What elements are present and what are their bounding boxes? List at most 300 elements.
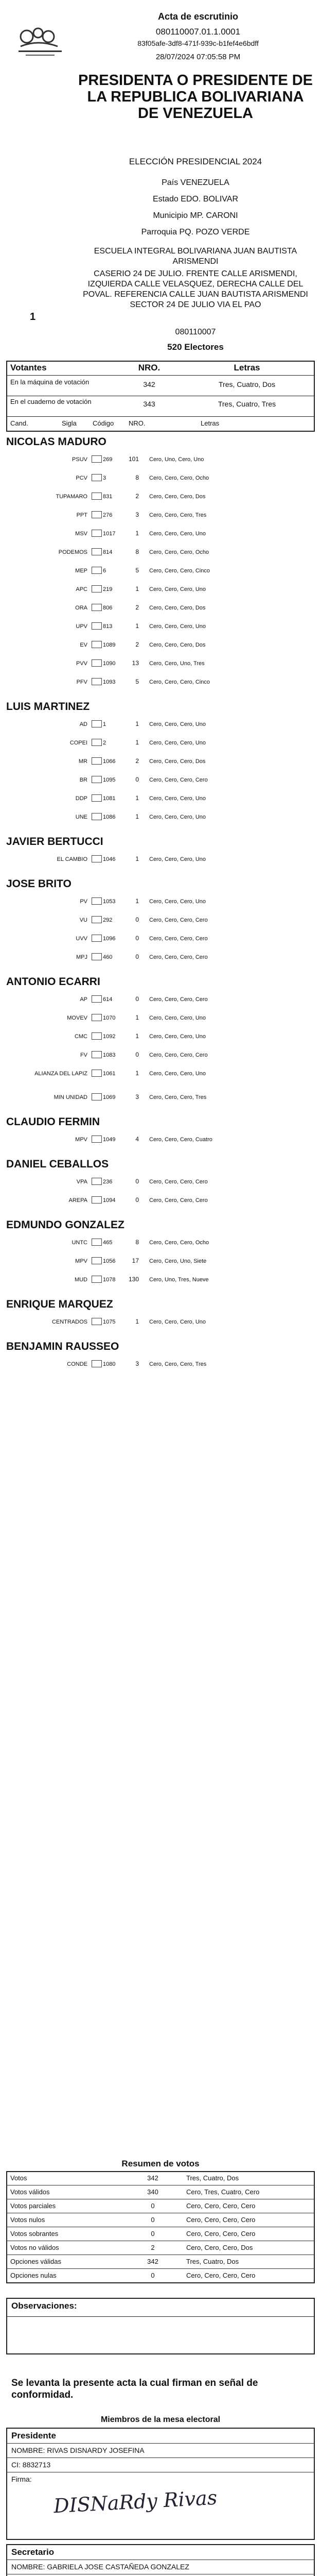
party-votes-words: Cero, Cero, Cero, Tres xyxy=(149,1094,207,1100)
observaciones-label: Observaciones: xyxy=(11,2301,77,2311)
party-logo-icon xyxy=(92,1239,102,1246)
party-sigla: UVV xyxy=(76,936,87,942)
party-votes-words: Cero, Uno, Cero, Uno xyxy=(149,456,204,463)
party-row xyxy=(0,656,321,675)
party-votes: 0 xyxy=(135,776,139,783)
member-ci: CI: 8832713 xyxy=(11,2461,51,2469)
subheader-nro: NRO. xyxy=(129,419,146,427)
party-votes-words: Cero, Cero, Cero, Cinco xyxy=(149,568,210,574)
resumen-letras: Cero, Cero, Cero, Cero xyxy=(186,2202,256,2210)
party-row xyxy=(0,1090,321,1109)
party-logo-icon xyxy=(92,739,102,746)
party-sigla: MPV xyxy=(75,1137,87,1143)
resumen-nro: 342 xyxy=(147,2174,158,2182)
party-code: 1089 xyxy=(103,642,116,648)
resumen-label: Votos sobrantes xyxy=(10,2230,59,2238)
subheader-cand: Cand. xyxy=(10,419,28,427)
state: Estado EDO. BOLIVAR xyxy=(153,195,238,204)
party-row xyxy=(0,582,321,601)
party-logo-icon xyxy=(92,567,102,574)
candidate-name: NICOLAS MADURO xyxy=(6,436,106,448)
resumen-nro: 342 xyxy=(147,2258,158,2265)
party-sigla: MEP xyxy=(75,568,87,574)
party-votes-words: Cero, Cero, Cero, Dos xyxy=(149,605,206,611)
party-logo-icon xyxy=(92,511,102,518)
party-logo-icon xyxy=(92,604,102,611)
party-votes: 1 xyxy=(135,813,139,820)
party-row xyxy=(0,950,321,969)
member-firma-label: Firma: xyxy=(11,2475,32,2483)
party-row xyxy=(0,791,321,810)
party-sigla: MUD xyxy=(74,1277,87,1283)
party-votes-words: Cero, Cero, Cero, Dos xyxy=(149,642,206,648)
votantes-row-letras: Tres, Cuatro, Dos xyxy=(219,380,275,388)
party-logo-icon xyxy=(92,916,102,923)
party-votes-words: Cero, Cero, Cero, Tres xyxy=(149,512,207,518)
party-sigla: PSUV xyxy=(72,456,87,463)
party-row xyxy=(0,1175,321,1193)
party-row xyxy=(0,1193,321,1212)
party-row xyxy=(0,527,321,545)
party-votes-words: Cero, Cero, Cero, Uno xyxy=(149,740,206,746)
party-code: 465 xyxy=(103,1240,113,1246)
resumen-label: Opciones nulas xyxy=(10,2272,57,2279)
party-logo-icon xyxy=(92,585,102,592)
party-row xyxy=(0,471,321,489)
party-sigla: BR xyxy=(79,777,87,783)
party-logo-icon xyxy=(92,813,102,820)
party-code: 1 xyxy=(103,721,106,727)
subheader-letras: Letras xyxy=(201,419,220,427)
party-votes-words: Cero, Cero, Cero, Cero xyxy=(149,777,208,783)
votantes-header-label: Votantes xyxy=(10,363,47,372)
votantes-row-letras: Tres, Cuatro, Tres xyxy=(218,400,276,408)
party-row xyxy=(0,913,321,931)
party-votes: 0 xyxy=(135,1178,139,1185)
resumen-letras: Cero, Cero, Cero, Cero xyxy=(186,2272,256,2279)
party-row xyxy=(0,619,321,638)
party-votes: 1 xyxy=(135,720,139,727)
party-sigla: UPV xyxy=(76,623,87,630)
party-code: 1086 xyxy=(103,814,116,820)
party-logo-icon xyxy=(92,855,102,862)
party-row xyxy=(0,992,321,1011)
party-sigla: PCV xyxy=(76,475,87,481)
party-code: 1092 xyxy=(103,1033,116,1040)
party-votes: 1 xyxy=(135,585,139,592)
municipality: Municipio MP. CARONI xyxy=(153,211,238,220)
party-votes: 130 xyxy=(128,1276,139,1283)
party-sigla: MPV xyxy=(75,1258,87,1264)
resumen-nro: 0 xyxy=(151,2230,155,2238)
party-sigla: AP xyxy=(80,996,87,1003)
party-code: 1075 xyxy=(103,1319,116,1325)
party-logo-icon xyxy=(92,1093,102,1100)
party-votes: 5 xyxy=(135,678,139,685)
parish: Parroquia PQ. POZO VERDE xyxy=(141,228,250,236)
cne-logo xyxy=(11,24,69,60)
party-votes: 1 xyxy=(135,739,139,746)
party-sigla: TUPAMARO xyxy=(56,494,87,500)
party-votes-words: Cero, Cero, Cero, Cero xyxy=(149,1179,208,1185)
party-sigla: MOVEV xyxy=(67,1015,87,1021)
cne-logo-icon xyxy=(11,24,69,60)
member-block xyxy=(6,2428,315,2540)
party-votes: 0 xyxy=(135,1051,139,1058)
votantes-header-letras: Letras xyxy=(234,363,260,372)
party-votes: 8 xyxy=(135,548,139,555)
party-votes-words: Cero, Cero, Cero, Cinco xyxy=(149,679,210,685)
party-code: 219 xyxy=(103,586,113,592)
resumen-nro: 0 xyxy=(151,2216,155,2224)
party-sigla: MSV xyxy=(75,531,87,537)
party-votes-words: Cero, Cero, Cero, Uno xyxy=(149,899,206,905)
address: CASERIO 24 DE JULIO. FRENTE CALLE ARISMENDI, IZQUIERDA CALLE VELASQUEZ, DERECHA CALLE DEL POVAL. REFERENCIA CALLE JUAN BAUTISTA ARISMENDI SECTOR 24 DE JULIO VIA EL PAO xyxy=(83,269,308,309)
party-votes: 8 xyxy=(135,1239,139,1246)
party-logo-icon xyxy=(92,757,102,765)
party-logo-icon xyxy=(92,474,102,481)
party-logo-icon xyxy=(92,953,102,960)
votantes-row-label: En la máquina de votación xyxy=(10,378,90,386)
party-row xyxy=(0,717,321,736)
party-code: 1090 xyxy=(103,660,116,667)
member-name: NOMBRE: RIVAS DISNARDY JOSEFINA xyxy=(11,2446,145,2454)
acta-code: 080110007.01.1.0001 xyxy=(155,27,241,37)
party-votes-words: Cero, Cero, Cero, Dos xyxy=(149,758,206,765)
party-sigla: VU xyxy=(79,917,87,923)
party-sigla: CMC xyxy=(74,1033,87,1040)
party-code: 276 xyxy=(103,512,113,518)
party-votes-words: Cero, Uno, Tres, Nueve xyxy=(149,1277,209,1283)
party-votes-words: Cero, Cero, Cero, Cuatro xyxy=(149,1137,212,1143)
party-code: 236 xyxy=(103,1179,113,1185)
party-code: 1066 xyxy=(103,758,116,765)
party-votes: 101 xyxy=(128,455,139,463)
party-code: 814 xyxy=(103,549,113,555)
party-votes: 0 xyxy=(135,1196,139,1204)
votantes-row-nro: 342 xyxy=(143,380,155,388)
party-code: 831 xyxy=(103,494,113,500)
resumen-label: Votos parciales xyxy=(10,2202,56,2210)
party-votes: 3 xyxy=(135,1093,139,1100)
resumen-nro: 340 xyxy=(147,2188,158,2196)
country: País VENEZUELA xyxy=(162,178,229,187)
party-sigla: PFV xyxy=(76,679,87,685)
party-sigla: APC xyxy=(76,586,87,592)
party-code: 292 xyxy=(103,917,113,923)
acta-hash: 83f05afe-3df8-471f-939c-b1fef4e6bdff xyxy=(137,39,259,47)
party-votes-words: Cero, Cero, Cero, Ocho xyxy=(149,1240,209,1246)
party-logo-icon xyxy=(92,1276,102,1283)
party-votes: 0 xyxy=(135,995,139,1003)
party-logo-icon xyxy=(92,1051,102,1058)
party-row xyxy=(0,852,321,871)
resumen-title: Resumen de votos xyxy=(121,2159,200,2168)
party-votes-words: Cero, Cero, Cero, Dos xyxy=(149,494,206,500)
resumen-label: Votos válidos xyxy=(10,2188,50,2196)
party-votes-words: Cero, Cero, Cero, Uno xyxy=(149,1319,206,1325)
party-votes-words: Cero, Cero, Cero, Ocho xyxy=(149,475,209,481)
subheader-sigla: Sigla xyxy=(62,419,77,427)
party-sigla: CONDE xyxy=(67,1361,87,1367)
candidates-section xyxy=(0,436,321,2136)
candidate-name: BENJAMIN RAUSSEO xyxy=(6,1341,119,1352)
party-code: 1095 xyxy=(103,777,116,783)
member-role: Secretario xyxy=(11,2547,55,2557)
school: ESCUELA INTEGRAL BOLIVARIANA JUAN BAUTISTA ARISMENDI xyxy=(94,247,297,266)
center-code: 080110007 xyxy=(175,328,216,336)
party-logo-icon xyxy=(92,1032,102,1040)
resumen-rows xyxy=(6,2171,315,2283)
resumen-nro: 2 xyxy=(151,2244,155,2251)
party-votes-words: Cero, Cero, Cero, Uno xyxy=(149,586,206,592)
party-sigla: CENTRADOS xyxy=(51,1319,87,1325)
party-logo-icon xyxy=(92,720,102,727)
party-row xyxy=(0,1011,321,1029)
party-sigla: MIN UNIDAD xyxy=(53,1094,87,1100)
party-sigla: UNTC xyxy=(72,1240,87,1246)
votantes-header-nro: NRO. xyxy=(138,363,160,372)
party-code: 1061 xyxy=(103,1071,116,1077)
party-code: 1096 xyxy=(103,936,116,942)
resumen-label: Votos xyxy=(10,2174,27,2182)
party-votes-words: Cero, Cero, Cero, Uno xyxy=(149,1033,206,1040)
party-logo-icon xyxy=(92,935,102,942)
party-votes: 2 xyxy=(135,493,139,500)
party-votes-words: Cero, Cero, Uno, Siete xyxy=(149,1258,207,1264)
party-votes-words: Cero, Cero, Cero, Uno xyxy=(149,623,206,630)
conformidad-text: Se levanta la presente acta la cual firman en señal de conformidad. xyxy=(11,2378,258,2400)
party-votes-words: Cero, Cero, Cero, Uno xyxy=(149,721,206,727)
candidate-name: LUIS MARTINEZ xyxy=(6,701,90,713)
party-sigla: ORA xyxy=(75,605,87,611)
party-logo-icon xyxy=(92,659,102,667)
party-votes-words: Cero, Cero, Cero, Uno xyxy=(149,856,206,862)
party-logo-icon xyxy=(92,897,102,905)
party-code: 1017 xyxy=(103,531,116,537)
party-code: 813 xyxy=(103,623,113,630)
party-logo-icon xyxy=(92,1196,102,1204)
mesa-number: 1 xyxy=(30,311,36,323)
votantes-row-nro: 343 xyxy=(143,400,155,408)
resumen-label: Opciones válidas xyxy=(10,2258,61,2265)
party-votes: 1 xyxy=(135,1318,139,1325)
member-block xyxy=(6,2544,315,2576)
party-logo-icon xyxy=(92,548,102,555)
party-sigla: FV xyxy=(80,1052,87,1058)
resumen-letras: Cero, Tres, Cuatro, Cero xyxy=(186,2188,260,2196)
party-sigla: UNE xyxy=(75,814,87,820)
party-votes-words: Cero, Cero, Cero, Cero xyxy=(149,917,208,923)
party-row xyxy=(0,894,321,913)
member-name: NOMBRE: GABRIELA JOSE CASTAÑEDA GONZALEZ xyxy=(11,2563,189,2571)
party-code: 1069 xyxy=(103,1094,116,1100)
party-row xyxy=(0,489,321,508)
party-sigla: PVV xyxy=(76,660,87,667)
party-votes-words: Cero, Cero, Cero, Tres xyxy=(149,1361,207,1367)
party-votes: 1 xyxy=(135,1032,139,1040)
party-votes: 13 xyxy=(132,659,139,667)
party-votes-words: Cero, Cero, Cero, Uno xyxy=(149,1071,206,1077)
party-row xyxy=(0,931,321,950)
party-sigla: MPJ xyxy=(76,954,87,960)
party-logo-icon xyxy=(92,794,102,802)
party-row xyxy=(0,638,321,656)
party-votes-words: Cero, Cero, Cero, Uno xyxy=(149,1015,206,1021)
party-logo-icon xyxy=(92,455,102,463)
party-votes: 17 xyxy=(132,1257,139,1264)
party-logo-icon xyxy=(92,1136,102,1143)
party-votes: 1 xyxy=(135,855,139,862)
party-votes-words: Cero, Cero, Cero, Uno xyxy=(149,795,206,802)
members-section xyxy=(0,2428,321,2576)
miembros-title: Miembros de la mesa electoral xyxy=(100,2415,221,2424)
party-row xyxy=(0,754,321,773)
resumen-label: Votos no válidos xyxy=(10,2244,59,2251)
candidate-name: JAVIER BERTUCCI xyxy=(6,836,103,848)
party-logo-icon xyxy=(92,1360,102,1367)
party-votes: 5 xyxy=(135,567,139,574)
party-votes: 2 xyxy=(135,604,139,611)
party-votes: 1 xyxy=(135,897,139,905)
party-logo-icon xyxy=(92,776,102,783)
party-votes: 2 xyxy=(135,757,139,765)
party-code: 6 xyxy=(103,568,106,574)
resumen-divider xyxy=(6,2268,315,2269)
party-sigla: EV xyxy=(80,642,87,648)
party-logo-icon xyxy=(92,1257,102,1264)
party-votes: 1 xyxy=(135,1070,139,1077)
acta-datetime: 28/07/2024 07:05:58 PM xyxy=(155,53,241,61)
resumen-letras: Tres, Cuatro, Dos xyxy=(186,2258,239,2265)
party-votes-words: Cero, Cero, Cero, Cero xyxy=(149,1197,208,1204)
party-sigla: ALIANZA DEL LAPIZ xyxy=(34,1071,87,1077)
party-sigla: AD xyxy=(79,721,87,727)
member-divider xyxy=(7,2443,314,2444)
resumen-letras: Tres, Cuatro, Dos xyxy=(186,2174,239,2182)
party-sigla: PPT xyxy=(76,512,87,518)
election-title: PRESIDENTA O PRESIDENTE DE LA REPUBLICA BOLIVARIANA DE VENEZUELA xyxy=(78,72,313,122)
party-logo-icon xyxy=(92,622,102,630)
party-logo-icon xyxy=(92,1318,102,1325)
party-votes: 0 xyxy=(135,935,139,942)
party-code: 1070 xyxy=(103,1015,116,1021)
party-sigla: MR xyxy=(78,758,87,765)
party-votes-words: Cero, Cero, Cero, Uno xyxy=(149,531,206,537)
party-votes: 1 xyxy=(135,530,139,537)
party-votes: 1 xyxy=(135,622,139,630)
party-code: 460 xyxy=(103,954,113,960)
party-row xyxy=(0,1048,321,1066)
member-role: Presidente xyxy=(11,2431,56,2441)
party-row xyxy=(0,1132,321,1151)
party-logo-icon xyxy=(92,493,102,500)
party-row xyxy=(0,773,321,791)
party-row xyxy=(0,545,321,564)
party-votes: 0 xyxy=(135,953,139,960)
candidate-name: JOSE BRITO xyxy=(6,878,72,890)
voters-count: 520 Electores xyxy=(167,342,224,352)
party-votes: 1 xyxy=(135,1014,139,1021)
party-row xyxy=(0,1066,321,1090)
subheader-codigo: Código xyxy=(93,419,114,427)
party-code: 1094 xyxy=(103,1197,116,1204)
party-votes: 4 xyxy=(135,1136,139,1143)
party-code: 1083 xyxy=(103,1052,116,1058)
party-votes-words: Cero, Cero, Cero, Cero xyxy=(149,954,208,960)
party-row xyxy=(0,810,321,828)
resumen-label: Votos nulos xyxy=(10,2216,45,2224)
party-sigla: EL CAMBIO xyxy=(57,856,87,862)
party-votes-words: Cero, Cero, Uno, Tres xyxy=(149,660,205,667)
party-logo-icon xyxy=(92,678,102,685)
party-code: 2 xyxy=(103,740,106,746)
party-sigla: VPA xyxy=(76,1179,87,1185)
party-row xyxy=(0,601,321,619)
candidate-name: ENRIQUE MARQUEZ xyxy=(6,1298,113,1310)
party-votes: 3 xyxy=(135,511,139,518)
party-sigla: AREPA xyxy=(68,1197,87,1204)
resumen-letras: Cero, Cero, Cero, Cero xyxy=(186,2216,256,2224)
party-code: 806 xyxy=(103,605,113,611)
party-sigla: DDP xyxy=(75,795,87,802)
party-votes-words: Cero, Cero, Cero, Cero xyxy=(149,1052,208,1058)
votantes-row-label: En el cuaderno de votación xyxy=(10,398,92,405)
party-votes: 1 xyxy=(135,794,139,802)
party-row xyxy=(0,1315,321,1333)
party-row xyxy=(0,1235,321,1254)
resumen-nro: 0 xyxy=(151,2272,155,2279)
party-logo-icon xyxy=(92,1014,102,1021)
election-name: ELECCIÓN PRESIDENCIAL 2024 xyxy=(129,157,262,166)
acta-title: Acta de escrutinio xyxy=(157,11,239,22)
party-row xyxy=(0,564,321,582)
party-logo-icon xyxy=(92,530,102,537)
party-votes: 8 xyxy=(135,474,139,481)
party-votes: 3 xyxy=(135,1360,139,1367)
party-row xyxy=(0,1029,321,1048)
party-code: 1053 xyxy=(103,899,116,905)
party-row xyxy=(0,675,321,693)
party-row xyxy=(0,1273,321,1291)
candidate-name: CLAUDIO FERMIN xyxy=(6,1116,100,1128)
party-code: 3 xyxy=(103,475,106,481)
party-votes-words: Cero, Cero, Cero, Uno xyxy=(149,814,206,820)
party-row xyxy=(0,508,321,527)
party-code: 614 xyxy=(103,996,113,1003)
resumen-nro: 0 xyxy=(151,2202,155,2210)
party-code: 1056 xyxy=(103,1258,116,1264)
party-code: 1080 xyxy=(103,1361,116,1367)
party-votes-words: Cero, Cero, Cero, Ocho xyxy=(149,549,209,555)
party-code: 1049 xyxy=(103,1137,116,1143)
candidate-name: EDMUNDO GONZALEZ xyxy=(6,1219,124,1231)
party-code: 1081 xyxy=(103,795,116,802)
party-logo-icon xyxy=(92,1178,102,1185)
party-code: 1093 xyxy=(103,679,116,685)
party-code: 1046 xyxy=(103,856,116,862)
member-signature: DISNaRdy Rivas xyxy=(53,2486,218,2518)
party-logo-icon xyxy=(92,641,102,648)
resumen-letras: Cero, Cero, Cero, Cero xyxy=(186,2230,256,2238)
party-row xyxy=(0,1254,321,1273)
candidate-name: DANIEL CEBALLOS xyxy=(6,1158,109,1170)
party-logo-icon xyxy=(92,995,102,1003)
party-code: 269 xyxy=(103,456,113,463)
party-code: 1078 xyxy=(103,1277,116,1283)
party-logo-icon xyxy=(92,1070,102,1077)
party-row xyxy=(0,736,321,754)
